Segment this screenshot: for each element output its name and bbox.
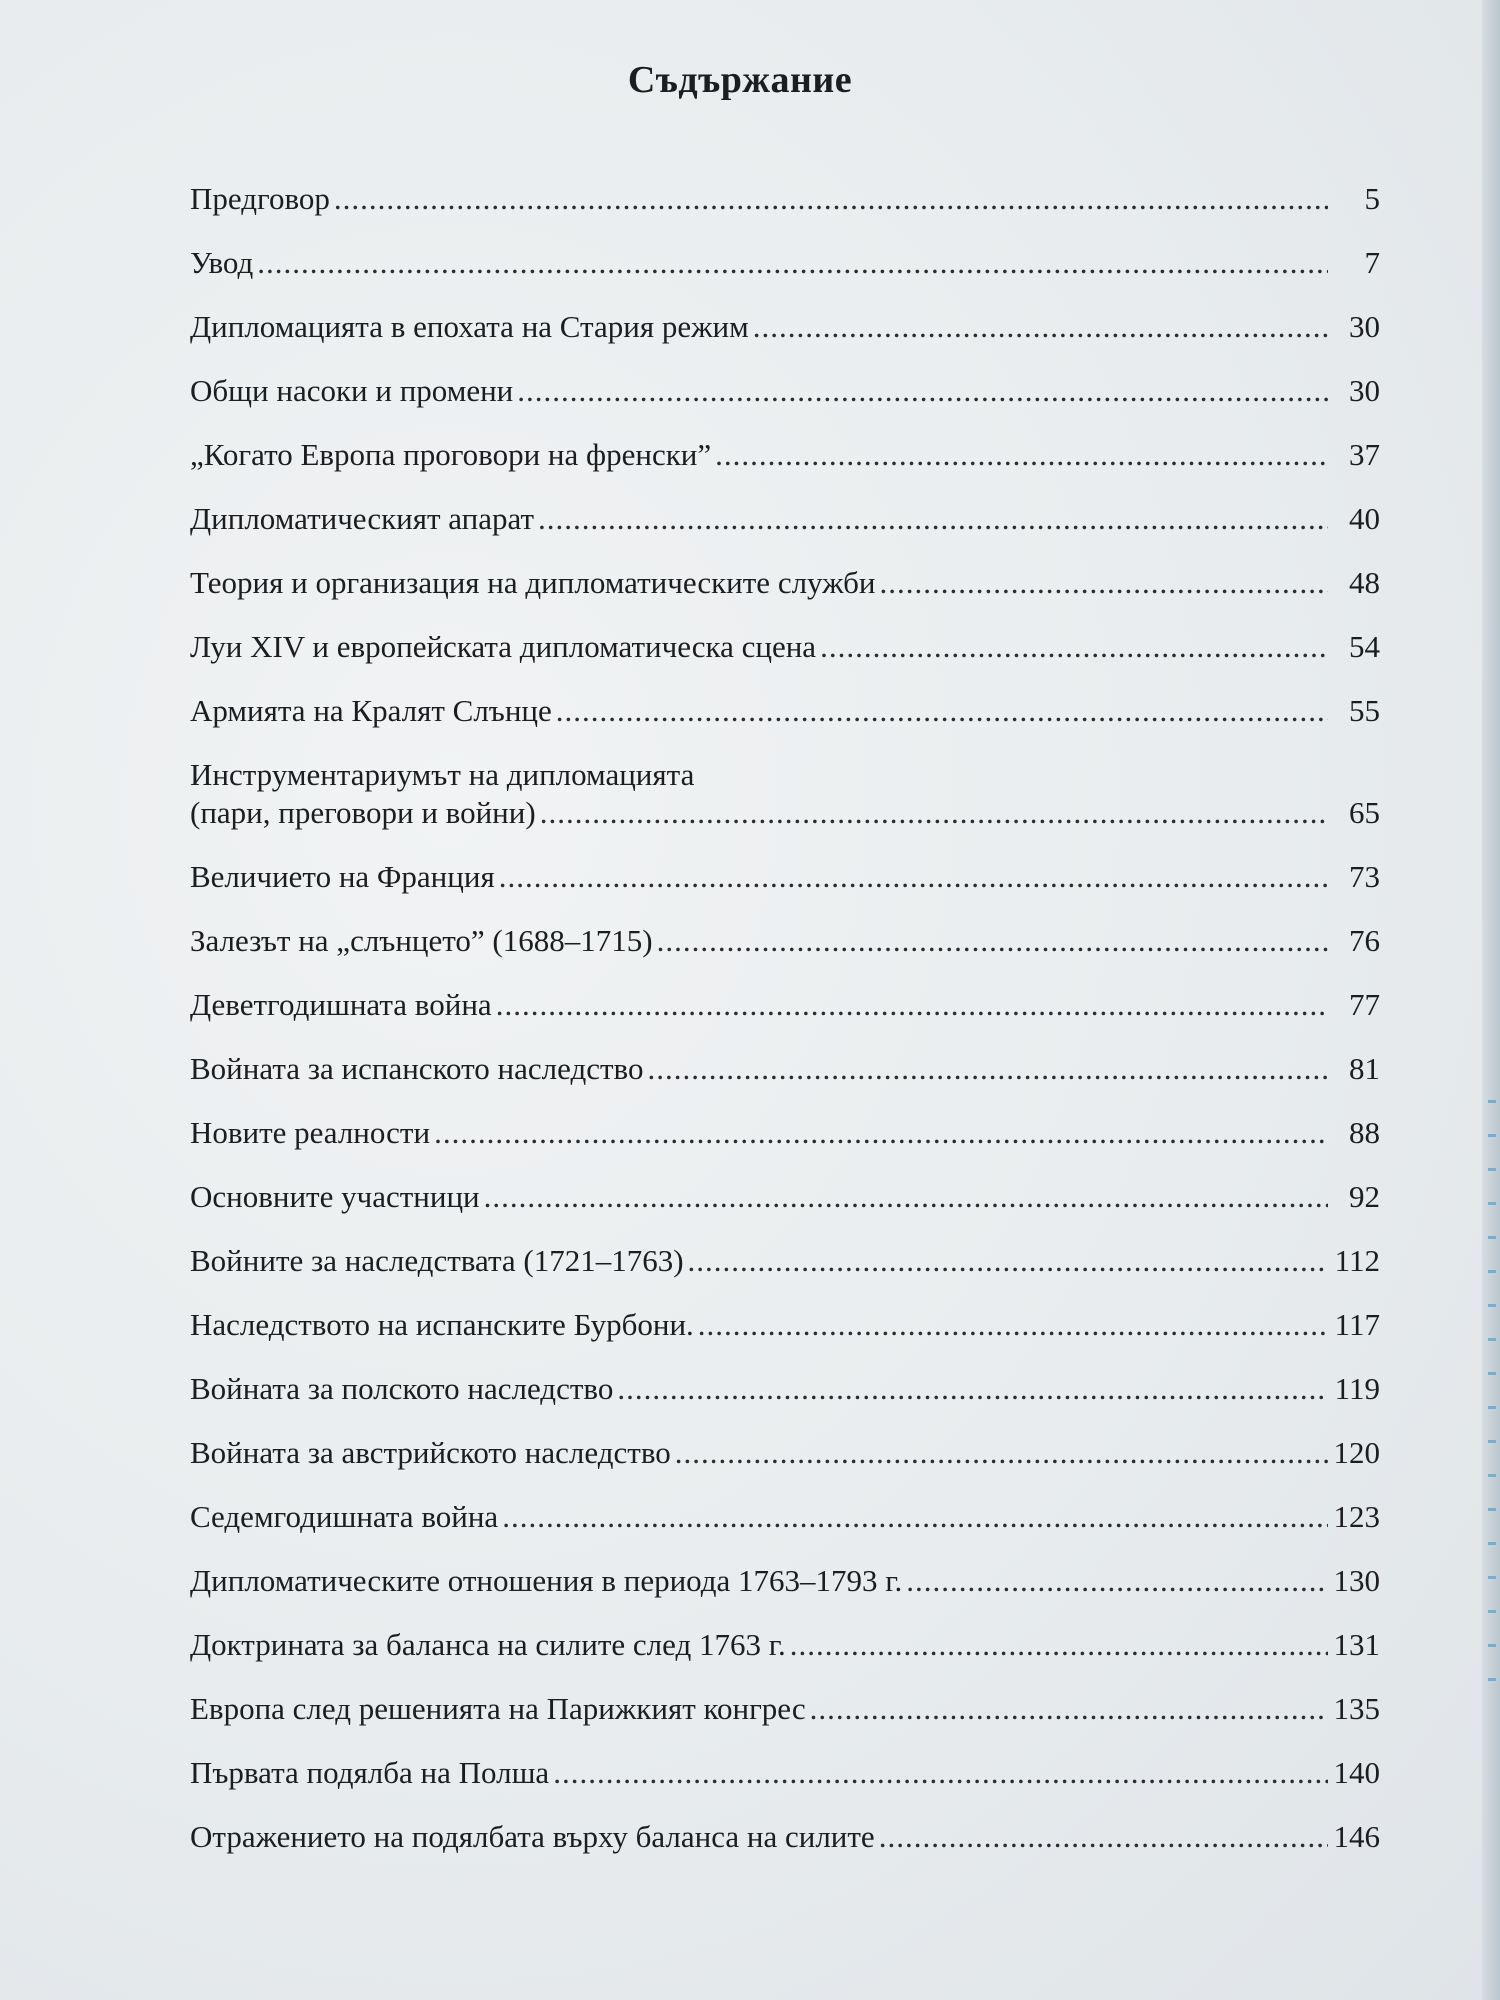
toc-entry-title: Дипломацията в епохата на Стария режим xyxy=(190,309,749,344)
dot-leader xyxy=(502,1498,1327,1536)
toc-entry-page: 146 xyxy=(1333,1819,1380,1854)
toc-entry-title: Войната за полското наследство xyxy=(190,1371,614,1406)
toc-entry-page: 117 xyxy=(1334,1307,1380,1342)
toc-entry xyxy=(190,1434,1380,1498)
toc-entry-title: Войната за австрийското наследство xyxy=(190,1435,671,1470)
dot-leader xyxy=(880,564,1328,602)
table-of-contents xyxy=(190,180,1380,1882)
page-edge xyxy=(1482,0,1500,2000)
dot-leader xyxy=(810,1690,1328,1728)
toc-entry-title: Залезът на „слънцето” (1688–1715) xyxy=(190,923,653,958)
toc-entry xyxy=(190,1626,1380,1690)
dot-leader xyxy=(334,180,1328,218)
toc-entry xyxy=(190,1818,1380,1882)
toc-entry-page: 73 xyxy=(1349,859,1380,894)
dot-leader xyxy=(906,1562,1327,1600)
dot-leader xyxy=(538,500,1328,538)
toc-entry xyxy=(190,436,1380,500)
dot-leader xyxy=(556,692,1328,730)
toc-entry-page: 140 xyxy=(1333,1755,1380,1790)
dot-leader xyxy=(553,1754,1327,1792)
toc-entry xyxy=(190,500,1380,564)
toc-entry-page: 119 xyxy=(1334,1371,1380,1406)
toc-entry-page: 92 xyxy=(1349,1179,1380,1214)
toc-entry-page: 88 xyxy=(1349,1115,1380,1150)
toc-entry-page: 120 xyxy=(1333,1435,1380,1470)
toc-entry xyxy=(190,628,1380,692)
toc-entry-page: 65 xyxy=(1349,795,1380,830)
toc-entry xyxy=(190,1370,1380,1434)
dot-leader xyxy=(617,1370,1328,1408)
dot-leader xyxy=(715,436,1328,474)
toc-entry-title: Дипломатическите отношения в периода 1763–1793 г. xyxy=(190,1563,903,1598)
toc-entry-title: Първата подялба на Полша xyxy=(190,1755,550,1790)
dot-leader xyxy=(434,1114,1328,1152)
dot-leader xyxy=(257,244,1328,282)
toc-entry-title: Седемгодишната война xyxy=(190,1499,499,1534)
toc-entry-title: Доктрината за баланса на силите след 1763 г. xyxy=(190,1627,786,1662)
toc-entry-title: Предговор xyxy=(190,181,330,216)
toc-entry xyxy=(190,244,1380,308)
toc-entry-title: Дипломатическият апарат xyxy=(190,501,534,536)
toc-entry xyxy=(190,986,1380,1050)
toc-entry-page: 5 xyxy=(1364,181,1380,216)
toc-entry xyxy=(190,372,1380,436)
toc-entry xyxy=(190,1562,1380,1626)
dot-leader xyxy=(698,1306,1328,1344)
toc-entry-title: Величието на Франция xyxy=(190,859,495,894)
dot-leader xyxy=(879,1818,1328,1856)
toc-entry-page: 37 xyxy=(1349,437,1380,472)
toc-entry-page: 48 xyxy=(1349,565,1380,600)
toc-entry-page: 123 xyxy=(1333,1499,1380,1534)
dot-leader xyxy=(496,986,1328,1024)
toc-entry xyxy=(190,1242,1380,1306)
toc-entry-title: Войната за испанското наследство xyxy=(190,1051,644,1086)
toc-entry-title: Армията на Кралят Слънце xyxy=(190,693,552,728)
toc-entry-title: „Когато Европа проговори на френски” xyxy=(190,437,712,472)
toc-entry xyxy=(190,1754,1380,1818)
dot-leader xyxy=(820,628,1328,666)
toc-entry xyxy=(190,858,1380,922)
toc-entry-page: 77 xyxy=(1349,987,1380,1022)
toc-entry-page: 30 xyxy=(1349,309,1380,344)
toc-entry xyxy=(190,1114,1380,1178)
toc-entry-title: Теория и организация на дипломатическите служби xyxy=(190,565,876,600)
toc-entry-page: 130 xyxy=(1333,1563,1380,1598)
toc-entry xyxy=(190,308,1380,372)
toc-entry xyxy=(190,922,1380,986)
page-title: Съдържание xyxy=(627,59,853,101)
toc-entry xyxy=(190,180,1380,244)
toc-entry-title: Луи XIV и европейската дипломатическа сцена xyxy=(190,629,817,664)
dot-leader xyxy=(517,372,1328,410)
toc-entry-title-line-2: (пари, преговори и войни) xyxy=(190,795,536,830)
dot-leader xyxy=(647,1050,1328,1088)
toc-entry-page: 81 xyxy=(1349,1051,1380,1086)
toc-entry-title: Войните за наследствата (1721–1763) xyxy=(190,1243,684,1278)
dot-leader xyxy=(657,922,1328,960)
toc-entry-page: 55 xyxy=(1349,693,1380,728)
toc-entry-page: 112 xyxy=(1334,1243,1380,1278)
dot-leader xyxy=(540,794,1328,832)
toc-entry xyxy=(190,692,1380,756)
toc-entry xyxy=(190,1178,1380,1242)
dot-leader xyxy=(499,858,1328,896)
toc-entry-page: 54 xyxy=(1349,629,1380,664)
toc-entry-page: 135 xyxy=(1333,1691,1380,1726)
toc-entry xyxy=(190,1050,1380,1114)
dot-leader xyxy=(484,1178,1328,1216)
toc-entry-page: 7 xyxy=(1364,245,1380,280)
toc-entry xyxy=(190,1498,1380,1562)
toc-entry-title-line-1: Инструментариумът на дипломацията xyxy=(190,757,695,792)
toc-entry-title: Наследството на испанските Бурбони. xyxy=(190,1307,694,1342)
toc-entry xyxy=(190,1306,1380,1370)
dot-leader xyxy=(790,1626,1328,1664)
toc-entry-title: Европа след решенията на Парижкият конгрес xyxy=(190,1691,806,1726)
dot-leader xyxy=(675,1434,1328,1472)
toc-entry-title: Увод xyxy=(190,245,254,280)
dot-leader xyxy=(753,308,1328,346)
toc-entry-title: Деветгодишната война xyxy=(190,987,492,1022)
toc-entry-title: Общи насоки и промени xyxy=(190,373,514,408)
toc-entry-page: 76 xyxy=(1349,923,1380,958)
dot-leader xyxy=(688,1242,1328,1280)
toc-entry xyxy=(190,564,1380,628)
toc-entry-title: Основните участници xyxy=(190,1179,480,1214)
toc-entry-page: 40 xyxy=(1349,501,1380,536)
toc-entry-page: 131 xyxy=(1333,1627,1380,1662)
toc-entry-title: Отражението на подялбата върху баланса на силите xyxy=(190,1819,875,1854)
toc-entry xyxy=(190,756,1380,858)
toc-entry xyxy=(190,1690,1380,1754)
toc-entry-title: Новите реалности xyxy=(190,1115,431,1150)
toc-entry-page: 30 xyxy=(1349,373,1380,408)
